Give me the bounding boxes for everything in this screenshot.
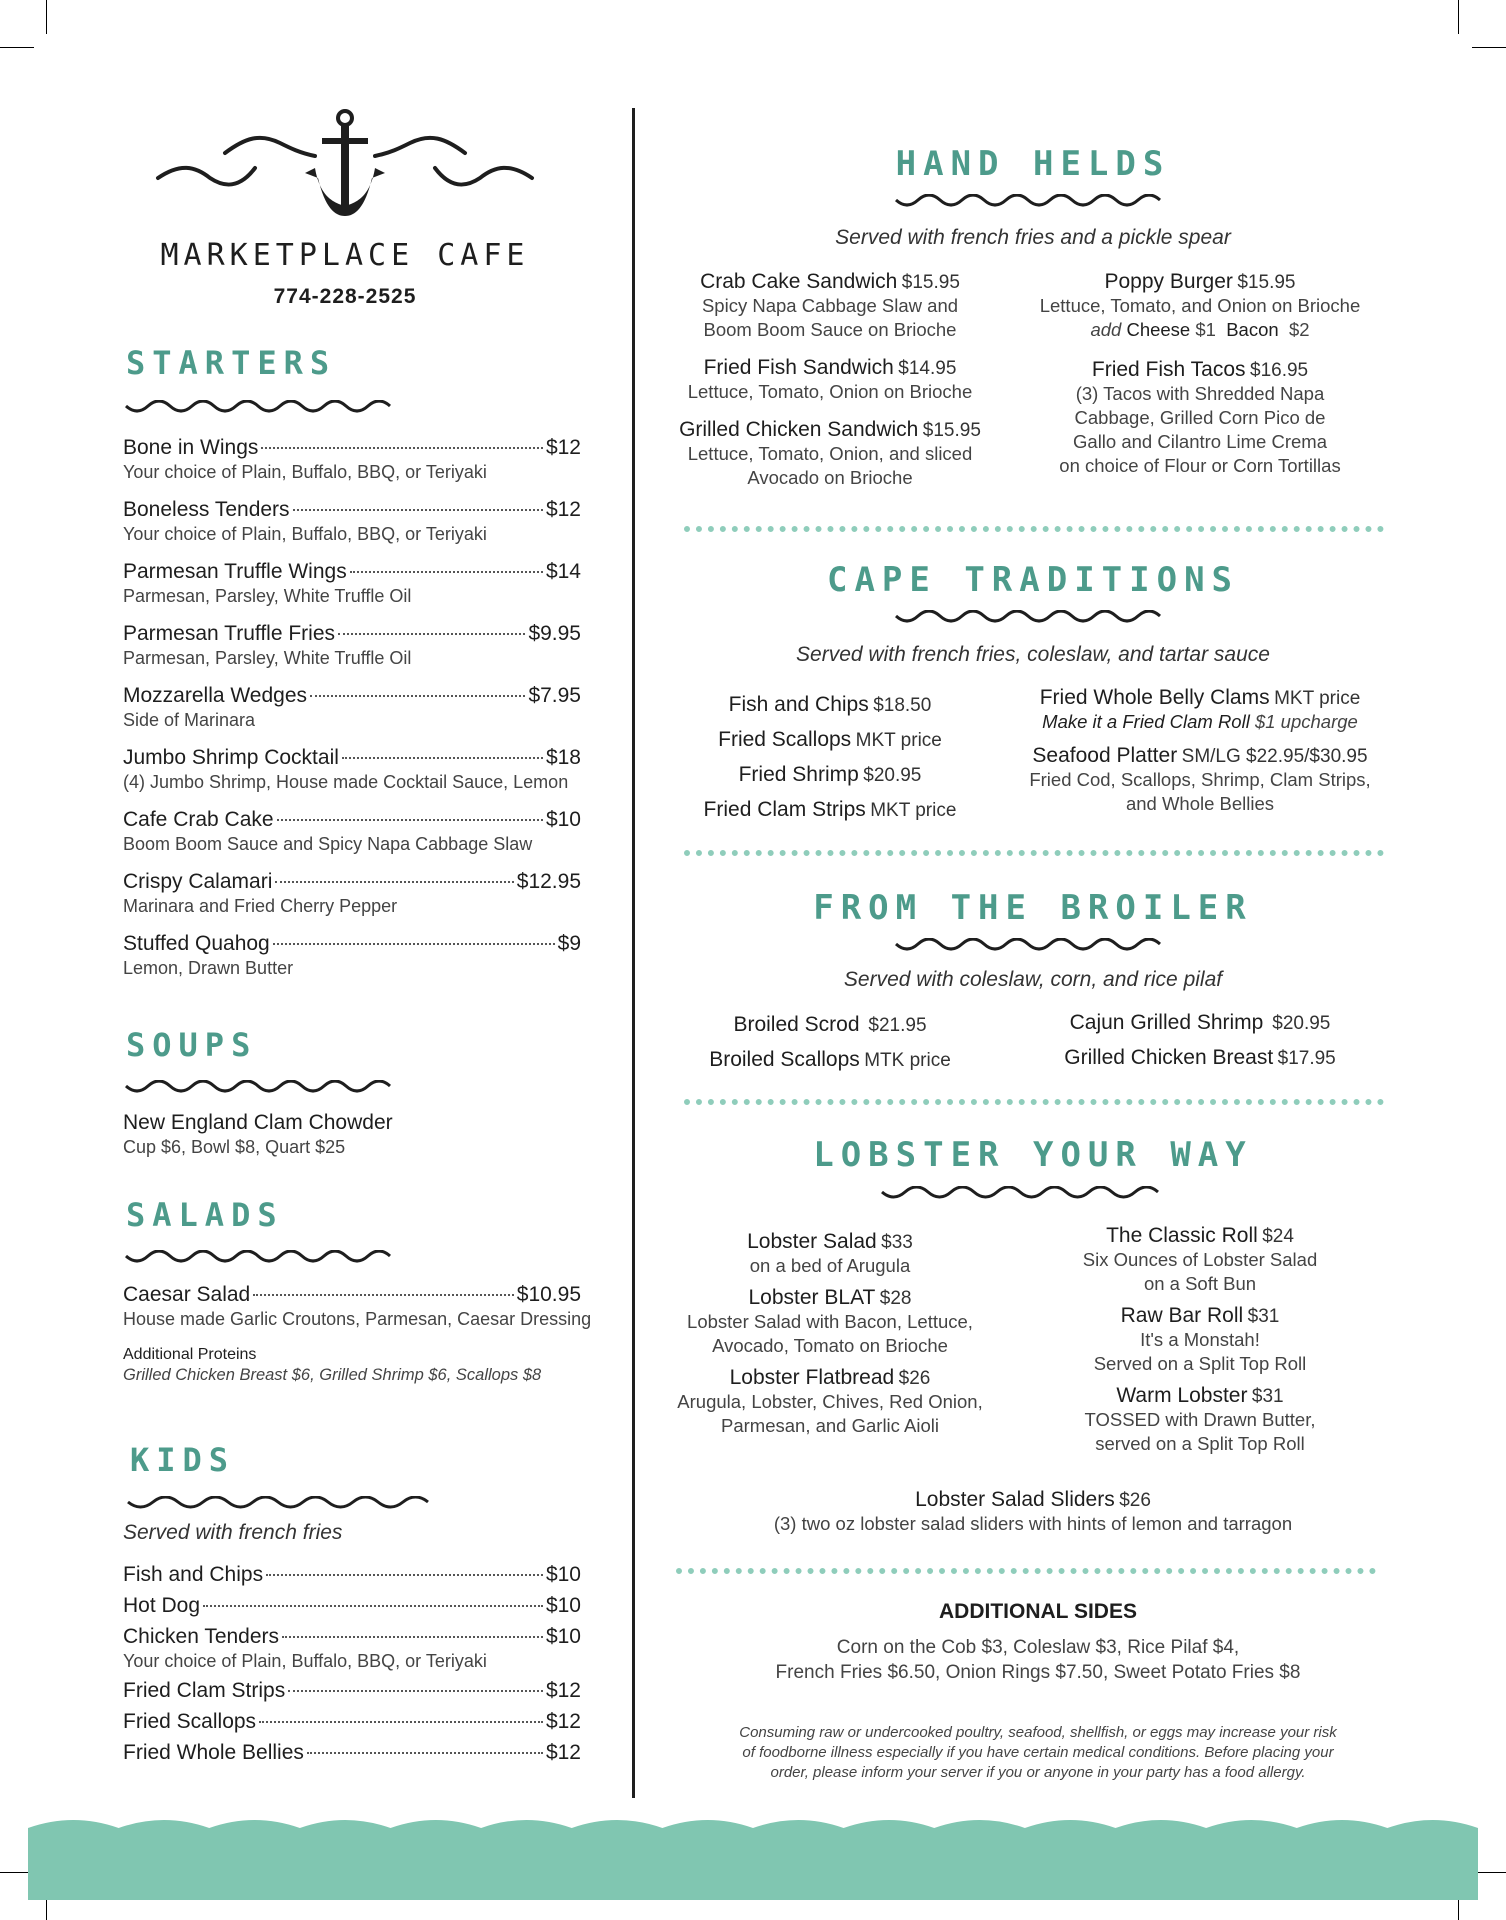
item-desc: Avocado on Brioche <box>747 467 913 488</box>
menu-item <box>1015 1224 1385 1296</box>
item-price: MKT price <box>855 730 942 751</box>
wave-divider <box>124 1080 400 1096</box>
broiler-right <box>1005 1006 1395 1076</box>
item-name: Fish and Chips <box>123 1563 264 1586</box>
menu-item <box>655 1043 1005 1078</box>
item-line <box>123 436 581 460</box>
item-desc: Marinara and Fried Cherry Pepper <box>123 896 398 916</box>
item-price: $16.95 <box>1250 360 1309 381</box>
dot-leader <box>282 1636 543 1638</box>
item-desc: Fried Cod, Scallops, Shrimp, Clam Strips, <box>1029 769 1371 790</box>
addon-price: $1 <box>1195 319 1216 340</box>
item-desc: Lettuce, Tomato, Onion on Brioche <box>687 381 973 402</box>
brand-name: MARKETPLACE CAFE <box>160 238 530 273</box>
item-price: $10 <box>545 1625 581 1648</box>
item-name: Jumbo Shrimp Cocktail <box>123 746 339 769</box>
column-divider <box>632 108 635 1798</box>
menu-item <box>123 684 581 731</box>
item-price: $9.95 <box>528 622 581 645</box>
item-price: $31 <box>1247 1306 1280 1327</box>
kids-subtitle: Served with french fries <box>123 1521 343 1544</box>
item-desc: Lemon, Drawn Butter <box>123 958 294 978</box>
menu-item <box>1005 686 1395 734</box>
menu-item <box>655 1366 1005 1438</box>
section-title-soups: SOUPS <box>126 1026 258 1064</box>
item-name: Parmesan Truffle Wings <box>123 560 347 583</box>
item-name: New England Clam Chowder <box>123 1111 393 1134</box>
item-name: Hot Dog <box>123 1594 201 1617</box>
anchor-icon <box>150 108 540 223</box>
note-highlight: Make it a Fried Clam Roll <box>1042 711 1250 732</box>
addons <box>1015 318 1385 342</box>
dot-leader <box>350 571 543 573</box>
sides-line: Corn on the Cob $3, Coleslaw $3, Rice Pilaf $4, <box>836 1637 1240 1658</box>
item-line <box>123 1594 581 1618</box>
item-price: MKT price <box>870 800 957 821</box>
item-desc: TOSSED with Drawn Butter, <box>1084 1409 1316 1430</box>
item-price: $18 <box>545 746 581 769</box>
item-price: $26 <box>1119 1490 1151 1511</box>
item-desc: served on a Split Top Roll <box>1095 1433 1305 1454</box>
crop-mark <box>1472 47 1506 48</box>
section-title-kids: KIDS <box>130 1441 236 1479</box>
menu-item <box>123 498 581 545</box>
dot-leader <box>277 819 543 821</box>
item-price: $12 <box>545 1710 581 1733</box>
item-desc: Your choice of Plain, Buffalo, BBQ, or Teriyaki <box>123 462 487 482</box>
item-name: Fish and Chips <box>728 693 869 716</box>
item-price: $15.95 <box>901 272 960 293</box>
item-name: Crab Cake Sandwich <box>700 270 898 293</box>
dot-leader <box>266 1574 543 1576</box>
item-name: Broiled Scallops <box>709 1048 860 1071</box>
item-line <box>123 1679 581 1703</box>
cape-left <box>655 688 1005 828</box>
item-name: Lobster BLAT <box>748 1286 876 1309</box>
item-name: The Classic Roll <box>1106 1224 1258 1247</box>
proteins-label: Additional Proteins <box>123 1346 257 1363</box>
item-price: MKT price <box>1274 688 1361 709</box>
item-name: Seafood Platter <box>1032 744 1178 767</box>
menu-item <box>1005 1041 1395 1076</box>
item-desc: Lobster Salad with Bacon, Lettuce, <box>687 1311 973 1332</box>
item-price: $12 <box>545 1679 581 1702</box>
menu-item <box>123 1625 581 1672</box>
salad-item <box>123 1283 623 1385</box>
crop-mark <box>0 47 34 48</box>
item-desc: on a bed of Arugula <box>749 1255 911 1276</box>
dot-leader <box>261 447 543 449</box>
item-price: $10 <box>545 808 581 831</box>
menu-item <box>123 1679 581 1703</box>
item-price: $12.95 <box>516 870 581 893</box>
dot-leader <box>253 1294 514 1296</box>
item-line <box>123 1563 581 1587</box>
menu-item <box>1015 1384 1385 1456</box>
wave-divider <box>880 1186 1166 1202</box>
item-name: Broiled Scrod <box>733 1013 860 1036</box>
menu-item <box>655 688 1005 723</box>
disclaimer-line: of foodborne illness especially if you have certain medical conditions. Before placing your <box>742 1744 1334 1761</box>
item-name: Mozzarella Wedges <box>123 684 308 707</box>
dotted-separator <box>676 1568 1376 1574</box>
sides-title: ADDITIONAL SIDES <box>939 1600 1137 1623</box>
item-price: $10.95 <box>516 1283 581 1306</box>
item-line <box>123 498 581 522</box>
item-desc: It's a Monstah! <box>1140 1329 1260 1350</box>
item-desc: Boom Boom Sauce and Spicy Napa Cabbage Slaw <box>123 834 533 854</box>
wave-band <box>28 1818 1478 1900</box>
lobster-left <box>655 1230 1005 1438</box>
menu-item <box>1015 1304 1385 1376</box>
item-name: Chicken Tenders <box>123 1625 280 1648</box>
cape-subtitle: Served with french fries, coleslaw, and tartar sauce <box>796 643 1270 666</box>
item-desc: Lettuce, Tomato, and Onion on Brioche <box>1039 295 1361 316</box>
item-name: Lobster Flatbread <box>729 1366 895 1389</box>
sides-list <box>670 1635 1406 1685</box>
item-price: $31 <box>1251 1386 1284 1407</box>
menu-item <box>123 1741 581 1765</box>
section-title-salads: SALADS <box>126 1196 284 1234</box>
allergy-disclaimer <box>670 1723 1406 1783</box>
item-desc: Side of Marinara <box>123 710 256 730</box>
item-name: Fried Clam Strips <box>703 798 866 821</box>
item-name: Boneless Tenders <box>123 498 290 521</box>
item-desc: (4) Jumbo Shrimp, House made Cocktail Sauce, Lemon <box>123 772 569 792</box>
item-name: Caesar Salad <box>123 1283 251 1306</box>
disclaimer-line: order, please inform your server if you or anyone in your party has a food allergy. <box>770 1764 1306 1781</box>
dot-leader <box>275 881 513 883</box>
item-desc: Your choice of Plain, Buffalo, BBQ, or Teriyaki <box>123 1651 487 1671</box>
menu-item <box>655 1286 1005 1358</box>
dot-leader <box>307 1752 543 1754</box>
item-name: Fried Scallops <box>123 1710 257 1733</box>
menu-item <box>123 932 581 979</box>
item-desc: Gallo and Cilantro Lime Crema <box>1073 431 1327 452</box>
wave-divider <box>894 938 1172 954</box>
item-name: Grilled Chicken Breast <box>1064 1046 1274 1069</box>
dot-leader <box>293 509 543 511</box>
addon-name: Bacon <box>1226 319 1279 340</box>
menu-item <box>655 723 1005 758</box>
menu-item <box>123 870 581 917</box>
item-name: Cafe Crab Cake <box>123 808 274 831</box>
item-desc: Cup $6, Bowl $8, Quart $25 <box>123 1137 346 1157</box>
lobster-right <box>1015 1224 1385 1456</box>
item-price: $15.95 <box>922 420 981 441</box>
item-name: Fried Clam Strips <box>123 1679 286 1702</box>
item-price: $14 <box>545 560 581 583</box>
item-desc: Cabbage, Grilled Corn Pico de <box>1074 407 1326 428</box>
menu-item <box>655 1008 1005 1043</box>
item-desc: Six Ounces of Lobster Salad <box>1082 1249 1318 1270</box>
section-title-broiler: FROM THE BROILER <box>813 888 1253 928</box>
item-price: $14.95 <box>898 358 957 379</box>
dot-leader <box>342 757 543 759</box>
broiler-subtitle: Served with coleslaw, corn, and rice pilaf <box>843 968 1223 991</box>
item-price: $15.95 <box>1237 272 1296 293</box>
item-desc: House made Garlic Croutons, Parmesan, Caesar Dressing <box>123 1309 592 1329</box>
item-line <box>123 932 581 956</box>
item-price: $24 <box>1262 1226 1294 1247</box>
item-name: Crispy Calamari <box>123 870 273 893</box>
item-price: $20.95 <box>863 765 922 786</box>
section-title-handhelds: HAND HELDS <box>895 144 1171 184</box>
menu-item <box>123 560 581 607</box>
section-title-starters: STARTERS <box>126 344 337 382</box>
item-name: Bone in Wings <box>123 436 259 459</box>
handhelds-subtitle: Served with french fries and a pickle spear <box>835 226 1231 249</box>
disclaimer-line: Consuming raw or undercooked poultry, seafood, shellfish, or eggs may increase your risk <box>739 1724 1337 1741</box>
item-desc: Parmesan, and Garlic Aioli <box>721 1415 939 1436</box>
menu-item <box>655 270 1005 342</box>
crop-mark <box>1458 0 1459 34</box>
item-name: Fried Fish Sandwich <box>703 356 894 379</box>
phone-number: 774-228-2525 <box>273 285 417 308</box>
menu-item <box>123 436 581 483</box>
item-price: $10 <box>545 1594 581 1617</box>
broiler-left <box>655 1008 1005 1078</box>
dot-leader <box>310 695 525 697</box>
crop-mark <box>46 0 47 34</box>
item-price: $7.95 <box>528 684 581 707</box>
dotted-separator <box>684 526 1384 532</box>
dot-leader <box>288 1690 543 1692</box>
dotted-separator <box>684 850 1384 856</box>
kids-list <box>123 1563 581 1765</box>
item-desc: Lettuce, Tomato, Onion, and sliced <box>687 443 973 464</box>
handhelds-left <box>655 270 1005 490</box>
addon-label: add <box>1090 319 1122 340</box>
wave-divider <box>894 610 1172 626</box>
item-line <box>123 870 581 894</box>
menu-item <box>655 418 1005 490</box>
menu-item <box>123 1594 581 1618</box>
item-line <box>123 622 581 646</box>
item-price: $26 <box>898 1368 931 1389</box>
note-text: $1 upcharge <box>1254 711 1358 732</box>
item-desc: and Whole Bellies <box>1125 793 1275 814</box>
item-line <box>123 684 581 708</box>
section-title-lobster: LOBSTER YOUR WAY <box>813 1135 1253 1175</box>
dot-leader <box>273 943 555 945</box>
menu-item <box>655 1230 1005 1278</box>
menu-item <box>123 1710 581 1734</box>
menu-item <box>1005 744 1395 816</box>
item-name: Fried Whole Bellies <box>123 1741 304 1764</box>
item-price: $9 <box>557 932 581 955</box>
item-name: Cajun Grilled Shrimp <box>1069 1011 1264 1034</box>
menu-item <box>655 793 1005 828</box>
menu-item <box>1015 270 1385 342</box>
item-name: Fried Fish Tacos <box>1091 358 1246 381</box>
menu-item <box>1005 1006 1395 1041</box>
item-desc: Served on a Split Top Roll <box>1093 1353 1307 1374</box>
menu-item <box>1015 358 1385 478</box>
menu-item <box>123 622 581 669</box>
item-price: $12 <box>545 498 581 521</box>
wave-divider <box>126 1496 432 1512</box>
item-desc: on choice of Flour or Corn Tortillas <box>1059 455 1341 476</box>
wave-divider <box>124 400 400 416</box>
item-price: $10 <box>545 1563 581 1586</box>
item-desc: on a Soft Bun <box>1143 1273 1257 1294</box>
item-price: $18.50 <box>873 695 932 716</box>
item-desc: Your choice of Plain, Buffalo, BBQ, or Teriyaki <box>123 524 487 544</box>
item-price: $33 <box>881 1232 913 1253</box>
addon-name: Cheese <box>1126 319 1191 340</box>
dot-leader <box>259 1721 543 1723</box>
item-desc: Boom Boom Sauce on Brioche <box>703 319 957 340</box>
item-name: Fried Whole Belly Clams <box>1039 686 1270 709</box>
menu-item <box>123 1563 581 1587</box>
item-desc: Parmesan, Parsley, White Truffle Oil <box>123 586 412 606</box>
item-desc: Spicy Napa Cabbage Slaw and <box>701 295 959 316</box>
cape-right <box>1005 686 1395 816</box>
dotted-separator <box>684 1099 1384 1105</box>
item-name: Fried Scallops <box>718 728 852 751</box>
item-price: $17.95 <box>1277 1048 1336 1069</box>
item-name: Raw Bar Roll <box>1120 1304 1244 1327</box>
item-line <box>123 746 581 770</box>
item-desc: Parmesan, Parsley, White Truffle Oil <box>123 648 412 668</box>
item-name: Lobster Salad Sliders <box>915 1488 1115 1511</box>
wave-divider <box>894 194 1172 210</box>
item-line <box>123 1741 581 1765</box>
item-desc: (3) two oz lobster salad sliders with hints of lemon and tarragon <box>773 1513 1293 1534</box>
item-name: Warm Lobster <box>1116 1384 1248 1407</box>
lobster-sliders <box>670 1488 1396 1536</box>
proteins-list: Grilled Chicken Breast $6, Grilled Shrimp $6, Scallops $8 <box>123 1366 542 1384</box>
dot-leader <box>203 1605 543 1607</box>
item-name: Parmesan Truffle Fries <box>123 622 336 645</box>
item-name: Stuffed Quahog <box>123 932 270 955</box>
item-line <box>123 808 581 832</box>
item-name: Lobster Salad <box>747 1230 877 1253</box>
item-price: $21.95 <box>868 1015 927 1036</box>
section-title-cape: CAPE TRADITIONS <box>826 560 1240 600</box>
item-name: Grilled Chicken Sandwich <box>679 418 919 441</box>
item-price: SM/LG $22.95/$30.95 <box>1181 746 1368 767</box>
item-name: Poppy Burger <box>1104 270 1233 293</box>
addon-price: $2 <box>1288 319 1310 340</box>
menu-item <box>655 356 1005 404</box>
item-price: $28 <box>879 1288 912 1309</box>
starters-list <box>123 436 581 979</box>
menu-item <box>655 758 1005 793</box>
item-line <box>123 1625 581 1649</box>
wave-divider <box>124 1250 400 1266</box>
item-note <box>1005 710 1395 734</box>
item-price: $12 <box>545 436 581 459</box>
item-line <box>123 560 581 584</box>
sides-line: French Fries $6.50, Onion Rings $7.50, Sweet Potato Fries $8 <box>775 1662 1301 1683</box>
soup-item <box>123 1111 603 1158</box>
item-name: Fried Shrimp <box>738 763 859 786</box>
menu-item <box>123 808 581 855</box>
item-desc: Avocado, Tomato on Brioche <box>712 1335 948 1356</box>
item-price: MTK price <box>864 1050 951 1071</box>
item-price: $20.95 <box>1272 1013 1331 1034</box>
item-line <box>123 1710 581 1734</box>
menu-item <box>123 746 581 793</box>
item-desc: (3) Tacos with Shredded Napa <box>1075 383 1325 404</box>
item-price: $12 <box>545 1741 581 1764</box>
dot-leader <box>338 633 525 635</box>
item-desc: Arugula, Lobster, Chives, Red Onion, <box>677 1391 983 1412</box>
handhelds-right <box>1015 270 1385 478</box>
